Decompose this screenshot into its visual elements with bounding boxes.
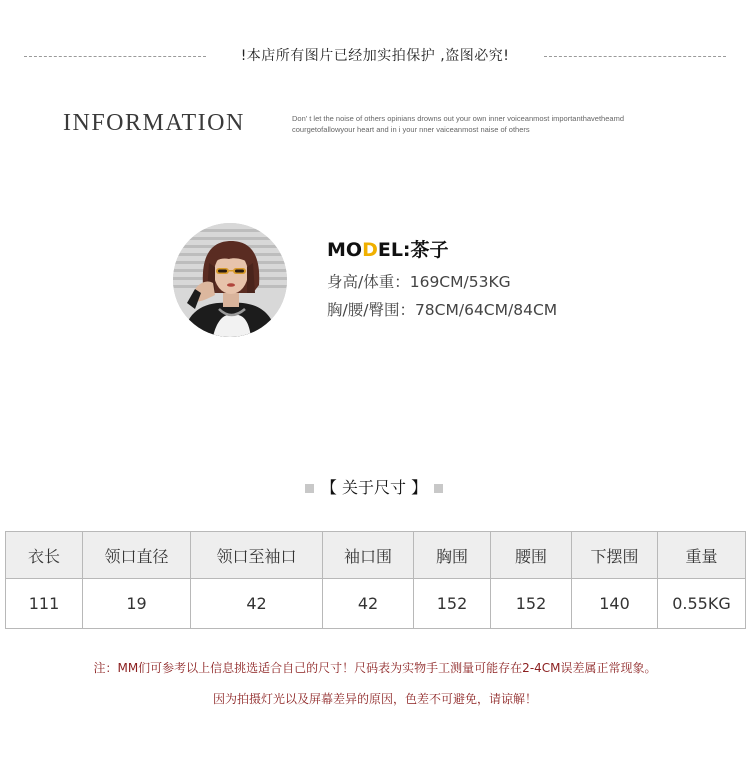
model-height-weight: 身高/体重：169CM/53KG <box>327 273 511 291</box>
table-cell: 0.55KG <box>658 579 746 629</box>
information-title: INFORMATION <box>63 110 245 136</box>
table-cell: 152 <box>414 579 491 629</box>
table-header-cell: 重量 <box>658 532 746 579</box>
size-section-heading <box>305 478 443 498</box>
table-cell: 42 <box>191 579 323 629</box>
table-cell: 19 <box>83 579 191 629</box>
table-header-cell: 下摆围 <box>572 532 658 579</box>
model-portrait-image <box>173 223 287 337</box>
size-note: 注：MM们可参考以上信息挑选适合自己的尺寸！尺码表为实物手工测量可能存在2-4CM误差属正常现象。 <box>93 661 657 675</box>
table-cell: 140 <box>572 579 658 629</box>
table-header-cell: 胸围 <box>414 532 491 579</box>
model-label-suffix: EL: <box>377 239 411 261</box>
model-label-accent: D <box>362 239 378 261</box>
information-blurb-line-1: Don’ t let the noise of others opinians drowns out your own inner voiceanmost importanthavetheamd <box>292 114 624 123</box>
table-cell: 152 <box>491 579 572 629</box>
color-note: 因为拍摄灯光以及屏幕差异的原因，色差不可避免，请谅解！ <box>212 692 537 706</box>
table-header-cell: 领口至袖口 <box>191 532 323 579</box>
notice-divider-right <box>544 56 726 57</box>
table-row <box>6 579 746 629</box>
table-header-cell: 袖口围 <box>323 532 414 579</box>
model-measurements: 胸/腰/臀围：78CM/64CM/84CM <box>327 301 558 319</box>
table-header-row <box>6 532 746 579</box>
notice-banner <box>24 46 726 66</box>
table-cell: 111 <box>6 579 83 629</box>
size-heading-label: 【 关于尺寸 】 <box>314 477 434 499</box>
model-info <box>327 237 557 321</box>
table-header-cell: 衣长 <box>6 532 83 579</box>
model-name: 茶子 <box>410 239 449 261</box>
information-blurb <box>292 113 712 135</box>
model-avatar <box>173 223 287 337</box>
size-table <box>5 531 746 629</box>
notice-divider-left <box>24 56 206 57</box>
model-name-line <box>327 237 557 263</box>
table-header-cell: 领口直径 <box>83 532 191 579</box>
information-blurb-line-2: courgetofallowyour heart and in i your nner vaiceanmost naise of others <box>292 125 530 134</box>
notice-text: !本店所有图片已经加实拍保护 ,盗图必究! <box>240 48 510 64</box>
table-cell: 42 <box>323 579 414 629</box>
model-label-prefix: MO <box>327 239 363 261</box>
table-header-cell: 腰围 <box>491 532 572 579</box>
